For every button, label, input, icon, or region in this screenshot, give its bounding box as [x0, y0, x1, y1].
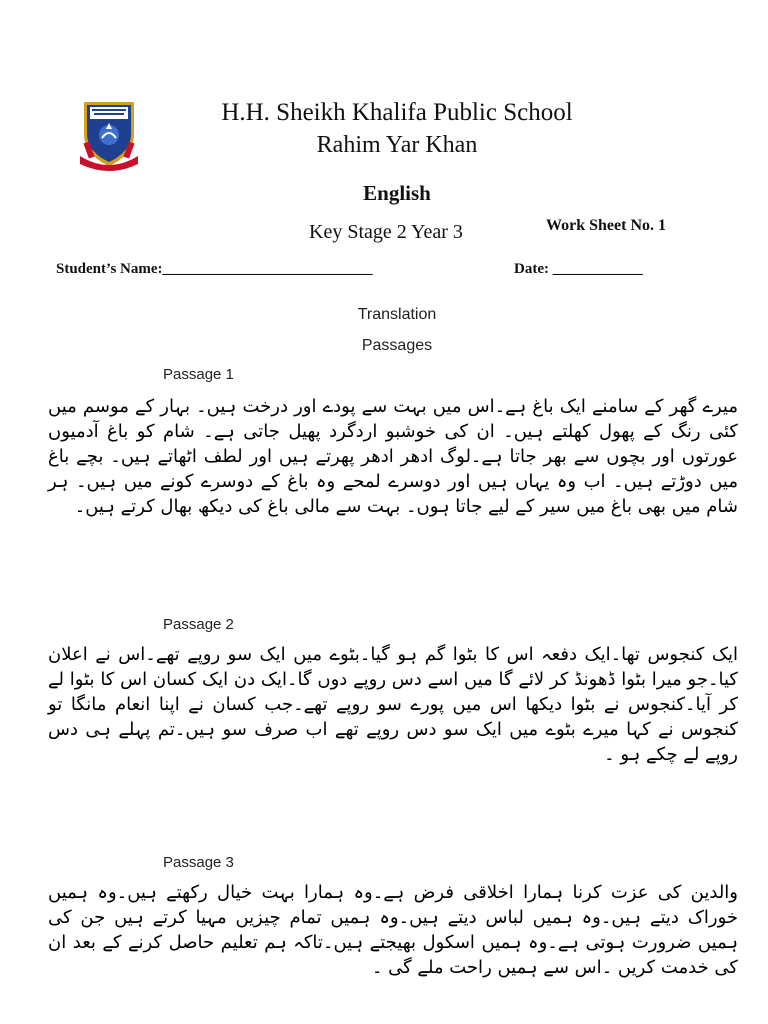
- subject-title: English: [363, 181, 431, 205]
- passage-2-text: ایک کنجوس تھا۔ایک دفعہ اس کا بٹوا گم ہو گیا۔بٹوے میں ایک سو روپے تھے۔اس نے اعلان کیا۔جو میرا بٹوا ڈھونڈ کر لائے گا میں اسے دس روپے دوں گا۔ایک دن ایک کسان اس کا بٹوا لے کر آیا۔کنجوس نے بٹوا دیکھا اس میں پورے سو روپے تھے۔جب کسان نے اپنا انعام مانگا تو کنجوس نے کہا میرے بٹوے میں ایک سو دس روپے تھے اب صرف سو ہیں۔تم پہلے ہی دس روپے لے چکے ہو ۔: [48, 644, 738, 765]
- passage-2-label: Passage 2: [163, 616, 234, 633]
- passage-1-label: Passage 1: [163, 366, 234, 383]
- student-name-field: Student’s Name:____________________________: [56, 261, 373, 277]
- passage-1-text: میرے گھر کے سامنے ایک باغ ہے۔اس میں بہت سے پودے اور درخت ہیں۔ بہار کے موسم میں کئی رنگ کے پھول کھلتے ہیں۔ ان کی خوشبو اردگرد پھیل جاتی ہے۔ شام کو باغ آدمیوں عورتوں اور بچوں سے بھر جاتا ہے۔لوگ ادھر ادھر پھرتے ہیں اور لطف اٹھاتے ہیں۔ بچے باغ میں دوڑتے ہیں۔ اب وہ یہاں ہیں اور دوسرے لمحے وہ باغ کے دوسرے کونے میں ہیں۔ ہر شام میں بھی باغ میں سیر کے لیے جاتا ہوں۔ بہت سے مالی باغ کی دیکھ بھال کرتے ہیں۔: [48, 396, 738, 517]
- worksheet-number: Work Sheet No. 1: [546, 217, 666, 234]
- passage-3-text: والدین کی عزت کرنا ہمارا اخلاقی فرض ہے۔وہ ہمارا بہت خیال رکھتے ہیں۔وہ ہمیں خوراک دیتے ہیں۔وہ ہمیں لباس دیتے ہیں۔وہ ہمیں تمام چیزیں مہیا کرتے ہیں جن کی ہمیں ضرورت ہوتی ہے۔وہ ہمیں اسکول بھیجتے ہیں۔تاکہ ہم تعلیم حاصل کرنے کے بعد ان کی خدمت کریں ۔اس سے ہمیں راحت ملے گی ۔: [48, 882, 738, 978]
- section-heading-passages: Passages: [361, 337, 433, 354]
- section-heading-translation: Translation: [357, 306, 437, 323]
- passage-3-label: Passage 3: [163, 854, 234, 871]
- school-name: H.H. Sheikh Khalifa Public School: [221, 99, 573, 126]
- school-city: Rahim Yar Khan: [316, 132, 478, 158]
- date-field: Date: ____________: [514, 261, 643, 277]
- key-stage-label: Key Stage 2 Year 3: [309, 221, 463, 243]
